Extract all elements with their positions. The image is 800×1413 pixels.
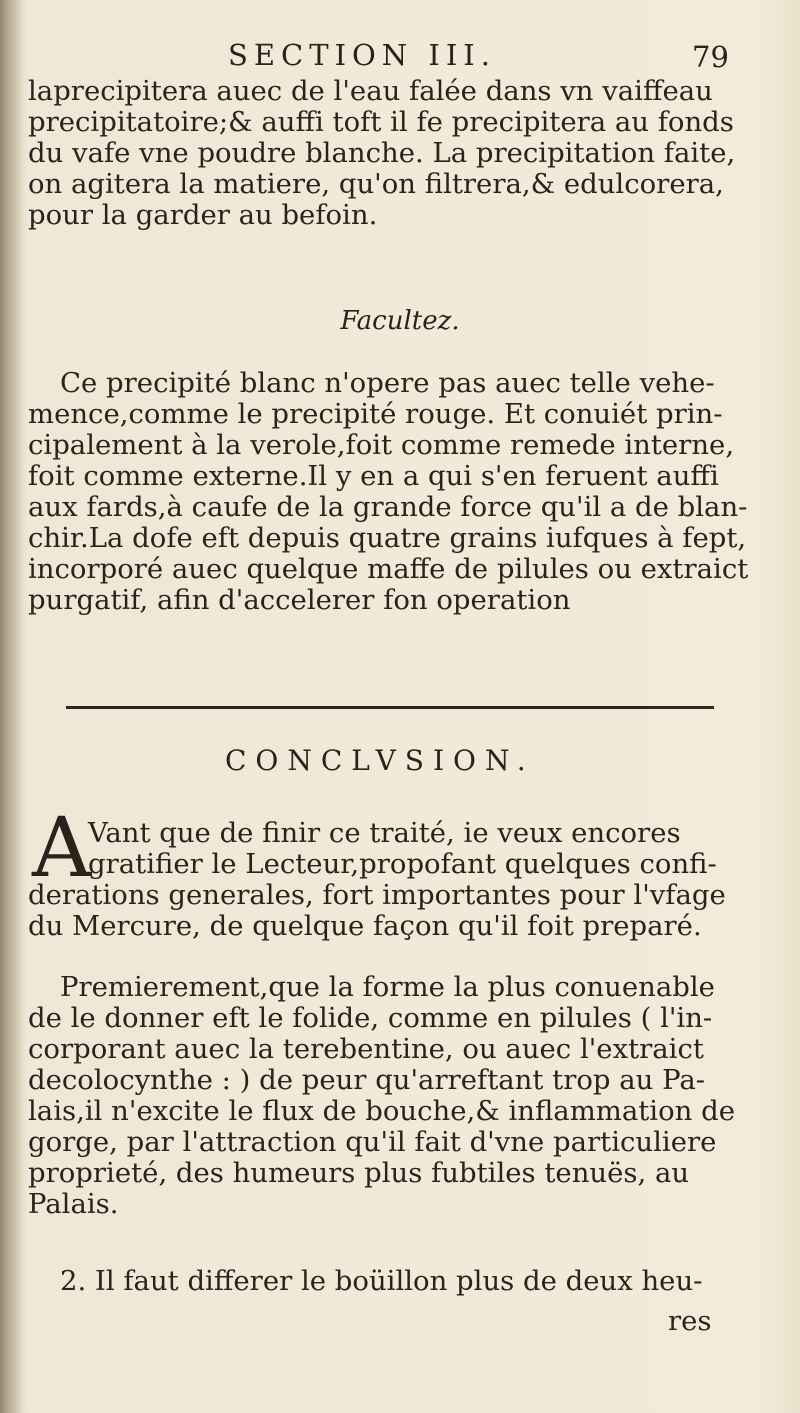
catchword: res xyxy=(668,1305,712,1337)
section-divider xyxy=(66,706,714,709)
text-line: aux fards,à caufe de la grande force qu'il a de blan- xyxy=(28,491,748,523)
text-line: cipalement à la verole,foit comme remede interne, xyxy=(28,429,735,461)
facultez-heading: Facultez. xyxy=(340,306,460,336)
paragraph-5 xyxy=(28,1266,738,1297)
text-line: gratifier le Lecteur,propofant quelques confi- xyxy=(88,848,717,880)
text-line: mence,comme le precipité rouge. Et conuiét prin- xyxy=(28,398,723,430)
text-line: purgatif, afin d'accelerer fon operation xyxy=(28,584,571,616)
paragraph-4 xyxy=(28,972,738,1220)
paragraph-1 xyxy=(28,76,738,231)
text-line: gorge, par l'attraction qu'il fait d'vne particuliere xyxy=(28,1126,717,1158)
paragraph-3 xyxy=(28,818,738,942)
text-line: incorporé auec quelque maffe de pilules ou extraict xyxy=(28,553,749,585)
text-line: corporant auec la terebentine, ou auec l'extraict xyxy=(28,1033,704,1065)
running-head: SECTION III. xyxy=(228,38,496,72)
paragraph-2 xyxy=(28,367,749,616)
text-line: precipitatoire;& auffi toft il fe precipitera au fonds xyxy=(28,106,734,138)
text-line: du vafe vne poudre blanche. La precipitation faite, xyxy=(28,137,736,169)
page-binding-shadow xyxy=(0,0,22,1413)
text-line: decolocynthe : ) de peur qu'arreftant trop au Pa- xyxy=(28,1064,706,1096)
text-line: Vant que de finir ce traité, ie veux encores xyxy=(88,817,681,849)
text-line: Palais. xyxy=(28,1188,119,1220)
text-line: laprecipitera auec de l'eau falée dans vn vaiffeau xyxy=(28,75,713,107)
drop-cap: A xyxy=(32,801,92,896)
text-line: chir.La dofe eft depuis quatre grains iufques à fept, xyxy=(28,522,747,554)
text-line: proprieté, des humeurs plus fubtiles tenuës, au xyxy=(28,1157,690,1189)
text-line: foit comme externe.Il y en a qui s'en feruent auffi xyxy=(28,460,719,492)
text-line: Ce precipité blanc n'opere pas auec telle vehe- xyxy=(60,367,715,399)
text-line: derations generales, fort importantes pour l'vfage xyxy=(28,879,726,911)
text-line: de le donner eft le folide, comme en pilules ( l'in- xyxy=(28,1002,713,1034)
text-line: on agitera la matiere, qu'on filtrera,& edulcorera, xyxy=(28,168,724,200)
text-line: du Mercure, de quelque façon qu'il foit preparé. xyxy=(28,910,702,942)
conclusion-heading: CONCLVSION. xyxy=(225,744,535,777)
text-line: lais,il n'excite le flux de bouche,& inflammation de xyxy=(28,1095,735,1127)
text-line: pour la garder au befoin. xyxy=(28,199,378,231)
page-number: 79 xyxy=(692,40,729,74)
text-line: Premierement,que la forme la plus conuenable xyxy=(60,971,715,1003)
text-line: 2. Il faut differer le boüillon plus de deux heu- xyxy=(60,1265,703,1297)
